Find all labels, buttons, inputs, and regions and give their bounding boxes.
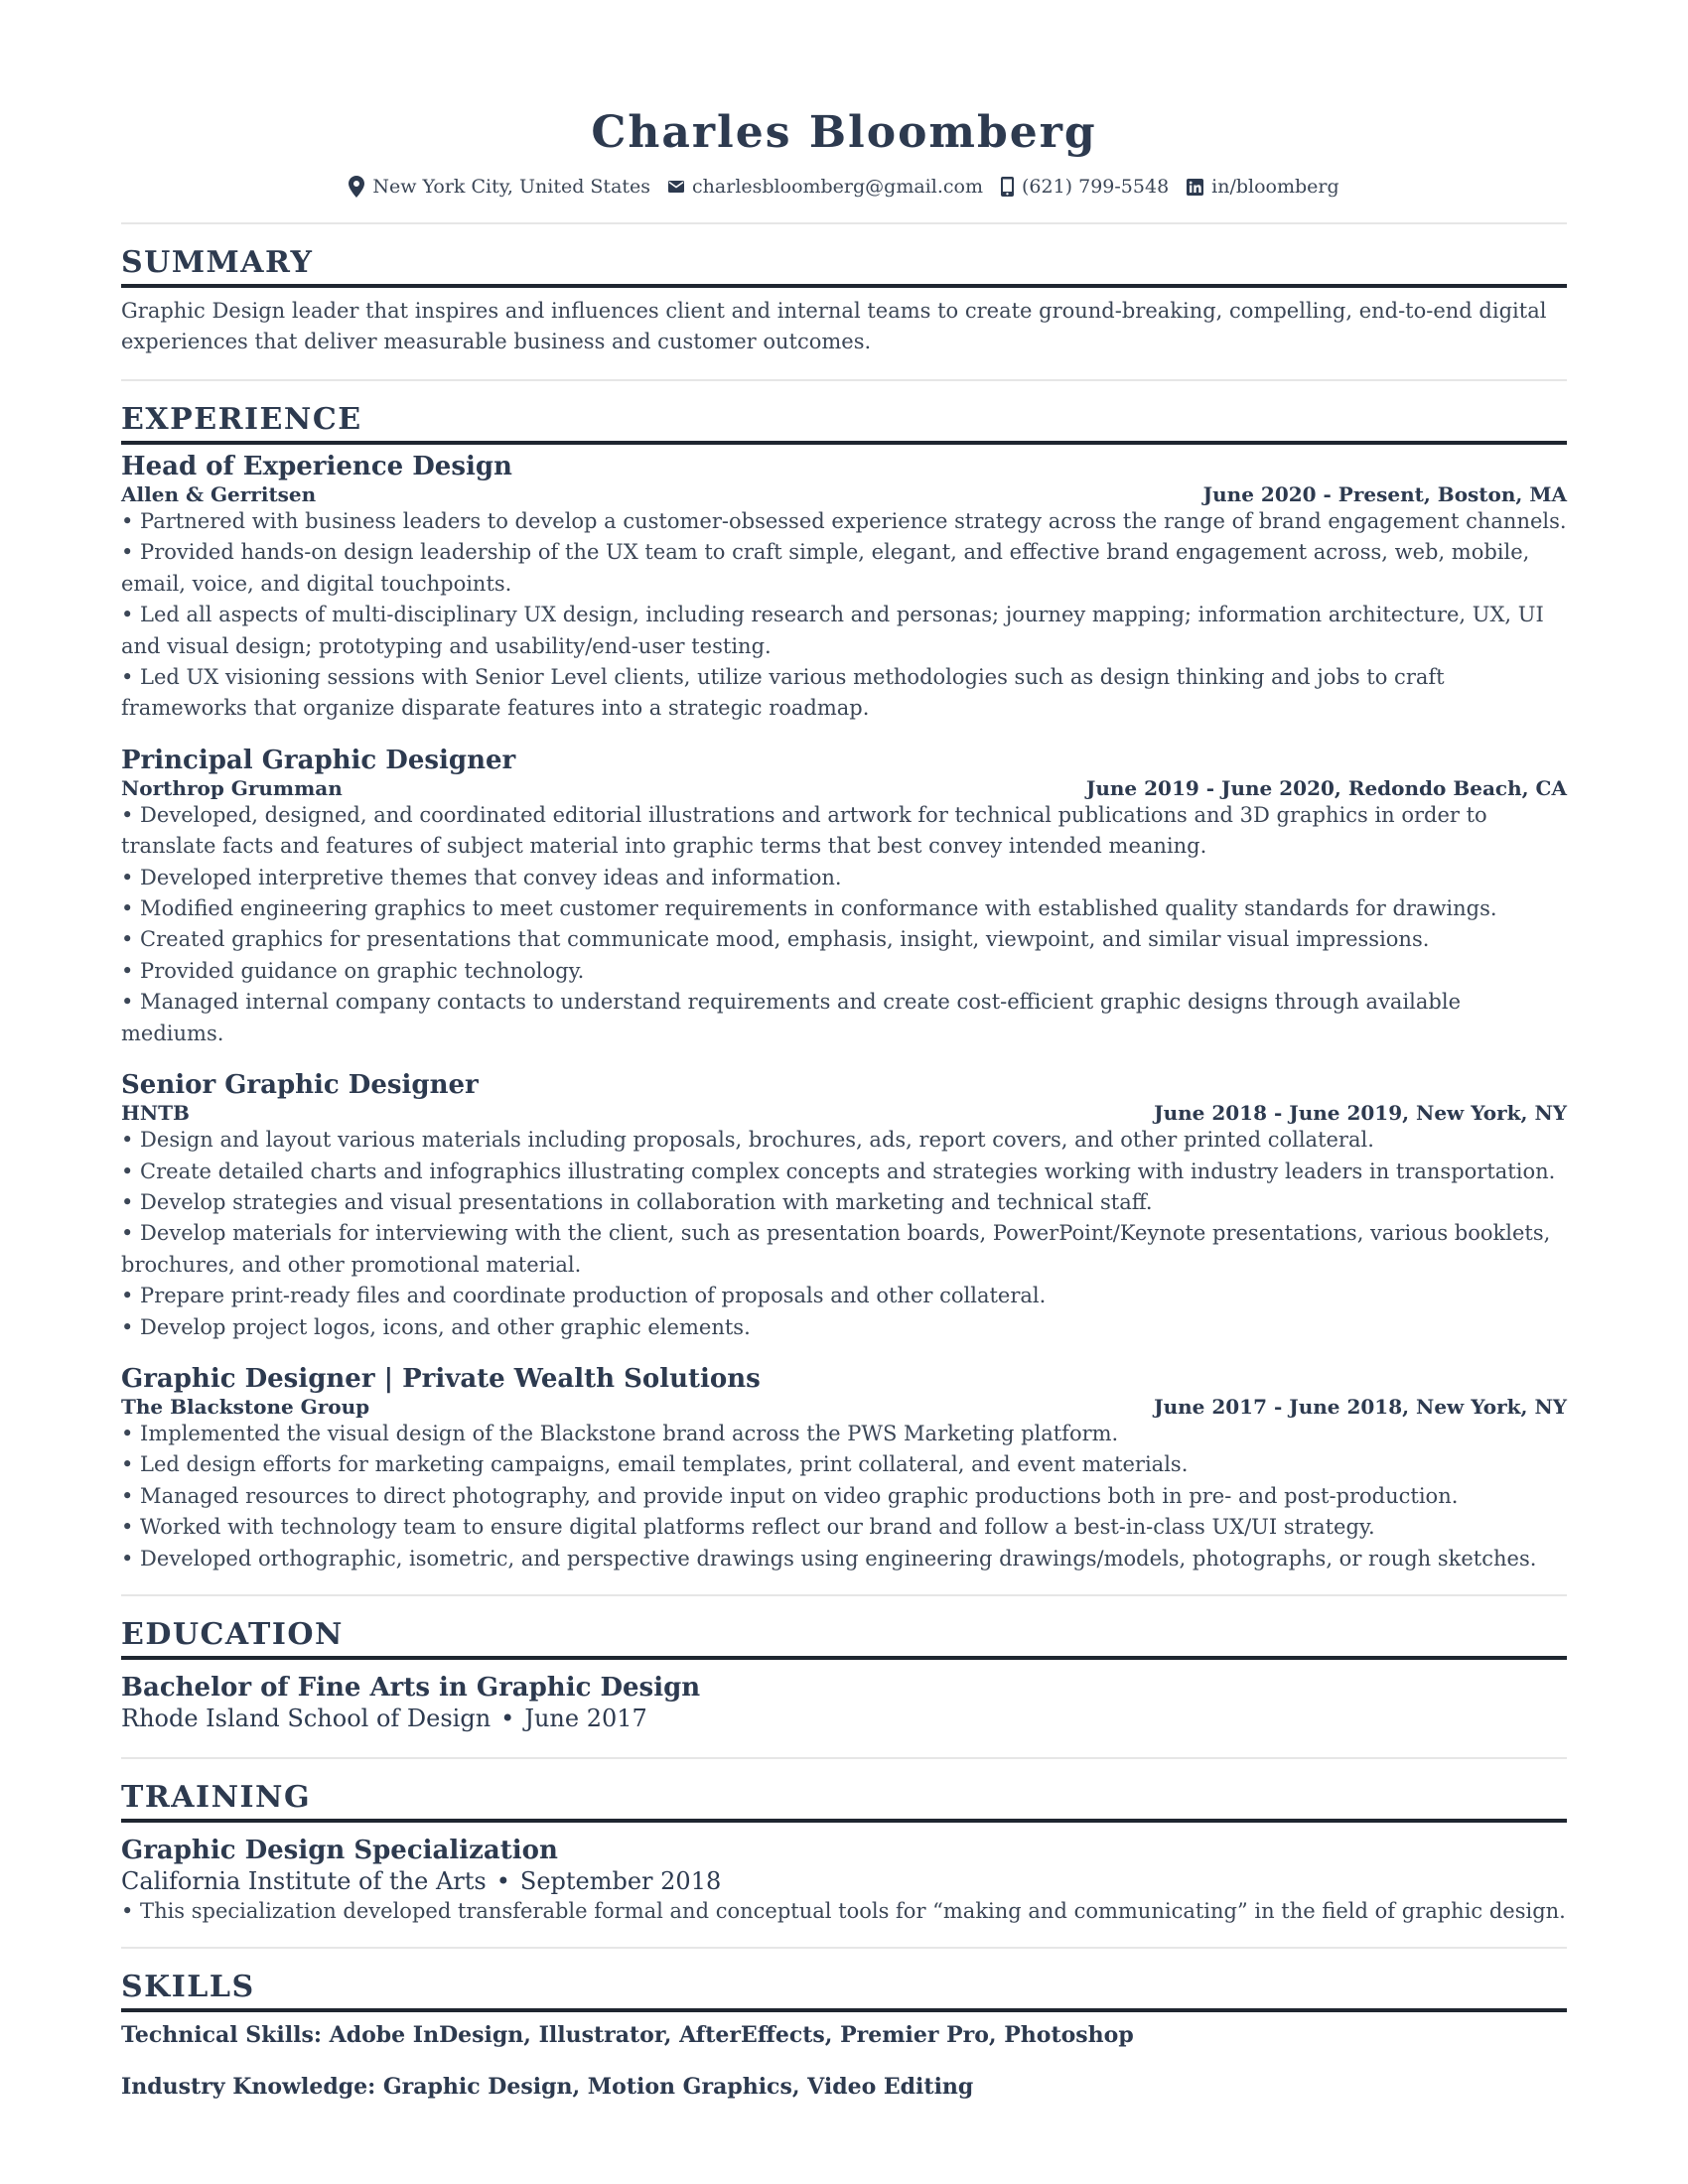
mail-icon	[668, 181, 684, 193]
separator: •	[495, 1866, 510, 1895]
job-dates: June 2018 - June 2019, New York, NY	[1154, 1101, 1567, 1126]
degree-title: Bachelor of Fine Arts in Graphic Design	[121, 1672, 701, 1703]
bullet: • Led UX visioning sessions with Senior Level clients, utilize various methodologies such as design thinking and jobs to craft frameworks that organize disparate features into a strategic roadmap.	[121, 665, 1445, 721]
job-entry	[121, 1363, 1567, 1574]
job-meta	[121, 1395, 1567, 1419]
job-company: The Blackstone Group	[121, 1394, 370, 1419]
job-entry	[121, 451, 1567, 725]
bullet: • Implemented the visual design of the Blackstone brand across the PWS Marketing platform.	[121, 1421, 1119, 1445]
training-school: California Institute of the Arts	[121, 1866, 487, 1895]
job-title: Principal Graphic Designer	[121, 745, 516, 775]
bullet: • Develop materials for interviewing with the client, such as presentation boards, PowerPoint/Keynote presentations, various booklets, brochures, and other promotional material.	[121, 1221, 1551, 1277]
bullet: • Developed, designed, and coordinated editorial illustrations and artwork for technical publications and 3D graphics in order to translate facts and features of subject material into graphic terms that best convey intended meaning.	[121, 802, 1487, 859]
bullet: • Provided hands-on design leadership of the UX team to craft simple, elegant, and effective brand engagement across, web, mobile, email, voice, and digital touchpoints.	[121, 540, 1530, 596]
location-text: New York City, United States	[372, 176, 651, 198]
education-details	[121, 1704, 1567, 1733]
bullet: • Worked with technology team to ensure digital platforms reflect our brand and follow a best-in-class UX/UI strategy.	[121, 1515, 1375, 1540]
divider	[121, 1594, 1567, 1596]
bullet: • Created graphics for presentations that communicate mood, emphasis, insight, viewpoint, and similar visual impressions.	[121, 927, 1430, 952]
section-rule	[121, 441, 1567, 445]
phone-icon	[1001, 177, 1014, 197]
skills-heading: SKILLS	[121, 1970, 255, 2005]
divider	[121, 1947, 1567, 1949]
contact-bar	[121, 173, 1567, 201]
bullet: • Prepare print-ready files and coordinate production of proposals and other collateral.	[121, 1284, 1047, 1308]
graduation-date: June 2017	[524, 1704, 647, 1732]
linkedin-icon	[1187, 179, 1203, 196]
summary-heading: SUMMARY	[121, 245, 314, 280]
divider	[121, 379, 1567, 381]
job-company: Northrop Grumman	[121, 775, 343, 800]
job-dates: June 2020 - Present, Boston, MA	[1202, 482, 1567, 506]
bullet: • Managed resources to direct photography, and provide input on video graphic productions both in pre- and post-production.	[121, 1483, 1459, 1508]
bullet: • Managed internal company contacts to understand requirements and create cost-efficient graphic designs through available mediums.	[121, 990, 1461, 1045]
email-text[interactable]: charlesbloomberg@gmail.com	[692, 176, 983, 198]
job-bullets	[121, 1125, 1567, 1343]
training-heading: TRAINING	[121, 1779, 312, 1815]
contact-location	[349, 173, 650, 201]
resume-page	[121, 0, 1567, 2102]
contact-email[interactable]	[668, 173, 983, 201]
training-bullet: • This specialization developed transferable formal and conceptual tools for “making and communicating” in the field of graphic design.	[121, 1898, 1566, 1923]
contact-phone[interactable]	[1001, 173, 1169, 201]
bullet: • Develop strategies and visual presentations in collaboration with marketing and technical staff.	[121, 1189, 1153, 1214]
job-company: Allen & Gerritsen	[121, 482, 317, 506]
job-title: Senior Graphic Designer	[121, 1070, 479, 1101]
job-bullets	[121, 1419, 1567, 1574]
divider	[121, 222, 1567, 224]
job-meta	[121, 1101, 1567, 1125]
bullet: • Create detailed charts and infographics illustrating complex concepts and strategies working with industry leaders in transportation.	[121, 1159, 1556, 1183]
training-details	[121, 1866, 1567, 1896]
summary-text: Graphic Design leader that inspires and influences client and internal teams to create ground-breaking, compelling, end-to-end digital experiences that deliver measurable business and customer outcomes.	[121, 299, 1547, 353]
section-rule	[121, 1656, 1567, 1660]
bullet: • Led design efforts for marketing campaigns, email templates, print collateral, and event materials.	[121, 1452, 1189, 1477]
job-dates: June 2019 - June 2020, Redondo Beach, CA	[1085, 775, 1567, 800]
job-dates: June 2017 - June 2018, New York, NY	[1154, 1394, 1567, 1419]
job-entry	[121, 1069, 1567, 1343]
bullet: • Develop project logos, icons, and other graphic elements.	[121, 1314, 751, 1339]
bullet: • Led all aspects of multi-disciplinary UX design, including research and personas; journey mapping; information architecture, UX, UI and visual design; prototyping and usability/end-user testing.	[121, 603, 1544, 658]
section-rule	[121, 1819, 1567, 1823]
job-company: HNTB	[121, 1101, 190, 1126]
phone-text[interactable]: (621) 799-5548	[1021, 176, 1170, 198]
technical-skills: Technical Skills: Adobe InDesign, Illustrator, AfterEffects, Premier Pro, Photoshop	[121, 2022, 1134, 2049]
job-title: Graphic Designer | Private Wealth Solutions	[121, 1363, 761, 1394]
job-meta	[121, 776, 1567, 800]
section-rule	[121, 284, 1567, 288]
job-meta	[121, 482, 1567, 506]
training-title: Graphic Design Specialization	[121, 1835, 558, 1865]
bullet: • Partnered with business leaders to develop a customer-obsessed experience strategy across the range of brand engagement channels.	[121, 509, 1567, 533]
contact-linkedin[interactable]	[1187, 173, 1339, 201]
separator: •	[500, 1704, 515, 1732]
bullet: • Design and layout various materials including proposals, brochures, ads, report covers, and other printed collateral.	[121, 1128, 1374, 1153]
bullet: • Provided guidance on graphic technology.	[121, 958, 585, 983]
section-rule	[121, 2008, 1567, 2012]
education-heading: EDUCATION	[121, 1616, 344, 1652]
bullet: • Developed orthographic, isometric, and perspective drawings using engineering drawings/models, photographs, or rough sketches.	[121, 1546, 1537, 1570]
job-entry	[121, 745, 1567, 1049]
linkedin-text[interactable]: in/bloomberg	[1211, 176, 1339, 198]
location-pin-icon	[349, 176, 364, 198]
job-bullets	[121, 800, 1567, 1049]
divider	[121, 1757, 1567, 1759]
job-title: Head of Experience Design	[121, 452, 512, 481]
school-name: Rhode Island School of Design	[121, 1704, 492, 1732]
job-bullets	[121, 506, 1567, 725]
training-date: September 2018	[519, 1866, 722, 1895]
experience-heading: EXPERIENCE	[121, 402, 362, 437]
candidate-name: Charles Bloomberg	[591, 107, 1097, 158]
bullet: • Modified engineering graphics to meet customer requirements in conformance with established quality standards for drawings.	[121, 896, 1497, 921]
bullet: • Developed interpretive themes that convey ideas and information.	[121, 865, 842, 889]
industry-knowledge: Industry Knowledge: Graphic Design, Motion Graphics, Video Editing	[121, 2074, 974, 2101]
